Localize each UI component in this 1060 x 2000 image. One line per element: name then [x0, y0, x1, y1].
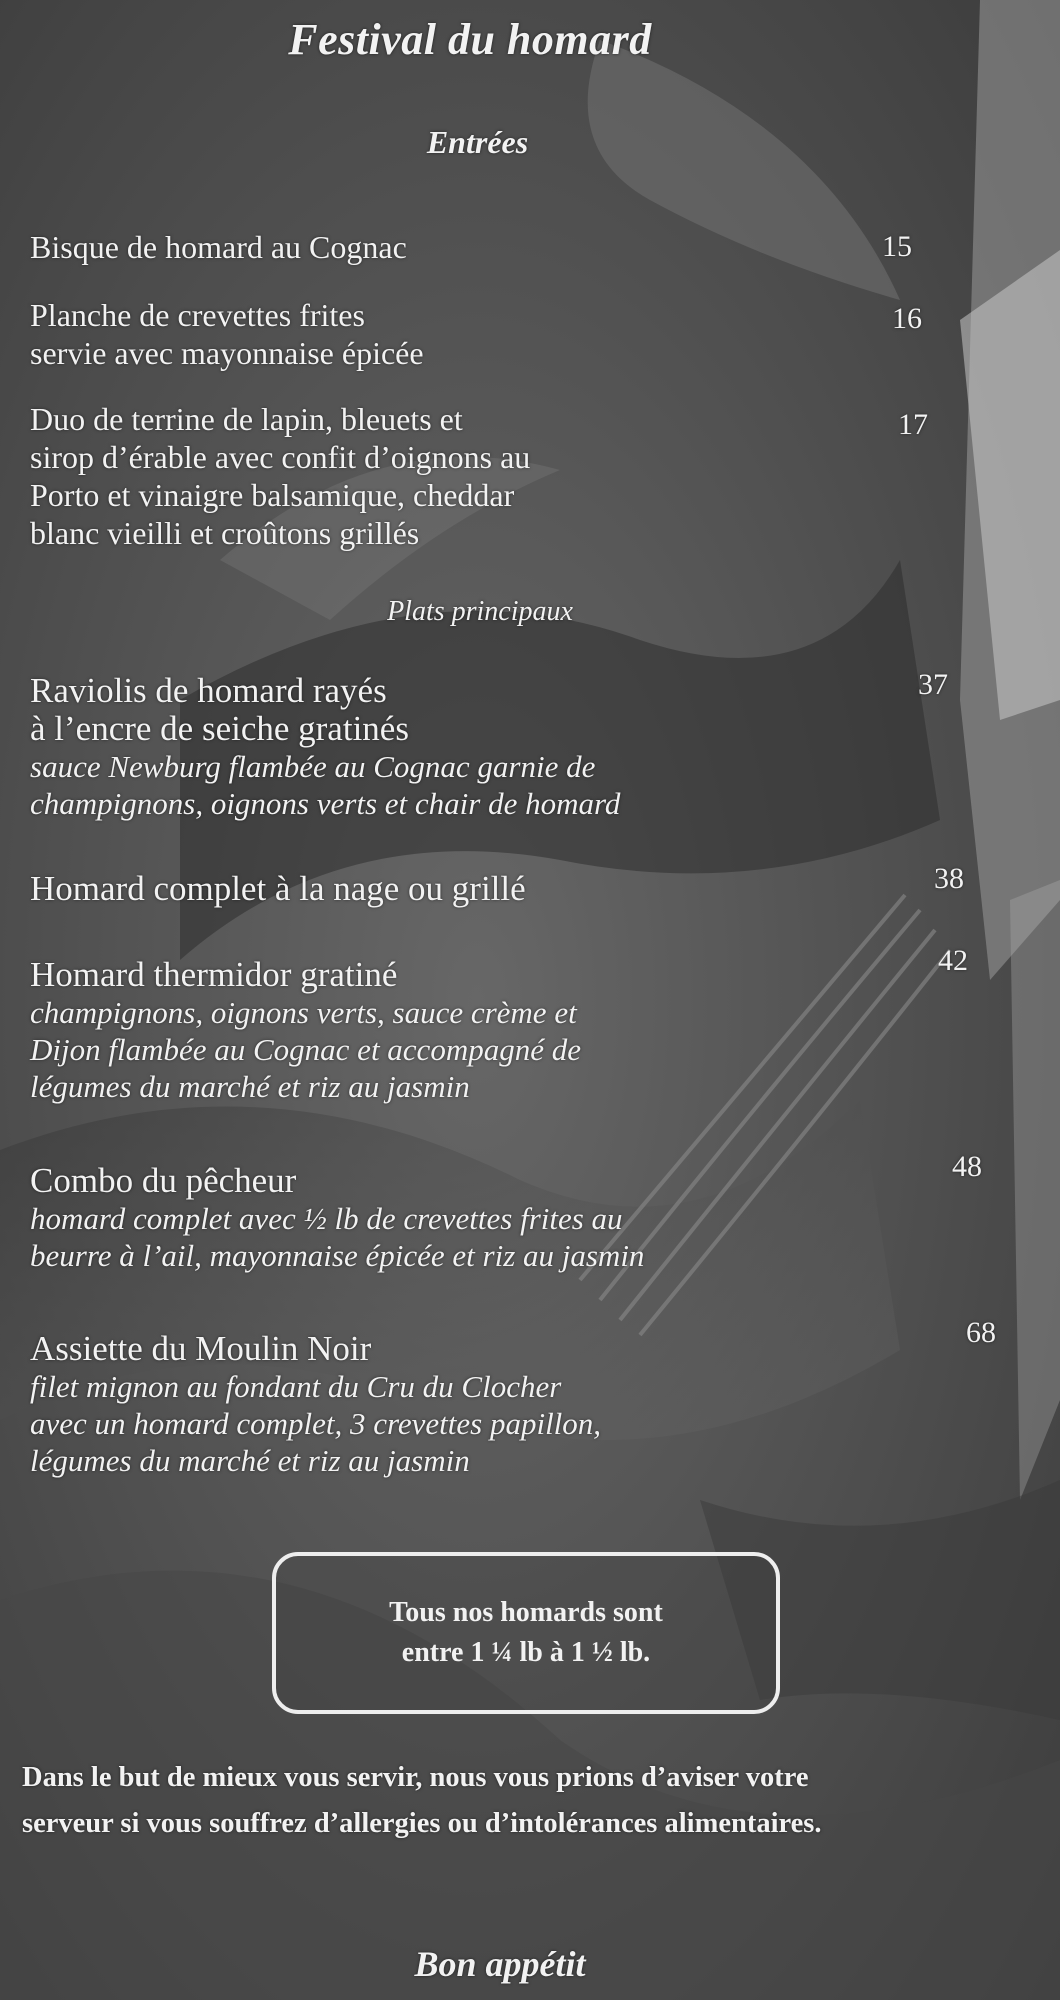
- item-name-line: Duo de terrine de lapin, bleuets et: [30, 401, 463, 437]
- item-description-line: champignons, oignons verts, sauce crème et: [30, 995, 577, 1030]
- menu-item: [30, 1330, 880, 1479]
- item-name-line: Combo du pêcheur: [30, 1161, 297, 1200]
- item-description-line: filet mignon au fondant du Cru du Clocher: [30, 1369, 562, 1404]
- menu-item: [30, 672, 880, 822]
- menu-item: [30, 956, 880, 1105]
- item-description-line: légumes du marché et riz au jasmin: [30, 1443, 470, 1478]
- item-price: 48: [952, 1150, 982, 1183]
- item-description-line: beurre à l’ail, mayonnaise épicée et riz au jasmin: [30, 1238, 645, 1273]
- item-description-line: avec un homard complet, 3 crevettes papillon,: [30, 1406, 602, 1441]
- item-name-line: Assiette du Moulin Noir: [30, 1329, 372, 1368]
- item-description-line: homard complet avec ½ lb de crevettes frites au: [30, 1201, 623, 1236]
- item-price: 37: [918, 668, 948, 701]
- item-price: 68: [966, 1316, 996, 1349]
- item-name-line: Planche de crevettes frites: [30, 297, 365, 333]
- item-description-line: sauce Newburg flambée au Cognac garnie de: [30, 749, 596, 784]
- item-price: 42: [938, 944, 968, 977]
- item-price: 15: [882, 230, 912, 263]
- lobster-size-notice: [272, 1552, 780, 1714]
- notice-line: Tous nos homards sont: [389, 1597, 663, 1628]
- item-name-line: à l’encre de seiche gratinés: [30, 709, 409, 748]
- menu-item: [30, 1162, 880, 1274]
- item-name-line: blanc vieilli et croûtons grillés: [30, 515, 420, 551]
- item-description-line: légumes du marché et riz au jasmin: [30, 1069, 470, 1104]
- menu-item: [30, 228, 880, 266]
- section-heading-entrees: Entrées: [426, 124, 529, 160]
- item-name-line: servie avec mayonnaise épicée: [30, 335, 424, 371]
- closing-text: Bon appétit: [414, 1944, 586, 1984]
- item-price: 16: [892, 302, 922, 335]
- menu-item: [30, 400, 880, 552]
- menu-title: Festival du homard: [288, 15, 652, 64]
- item-price: 17: [898, 408, 928, 441]
- allergy-line: Dans le but de mieux vous servir, nous vous prions d’aviser votre: [22, 1762, 809, 1793]
- item-name-line: Raviolis de homard rayés: [30, 671, 387, 710]
- item-name-line: Bisque de homard au Cognac: [30, 229, 407, 265]
- item-name-line: Homard complet à la nage ou grillé: [30, 869, 526, 908]
- item-description-line: champignons, oignons verts et chair de homard: [30, 786, 621, 821]
- item-name-line: Porto et vinaigre balsamique, cheddar: [30, 477, 515, 513]
- item-description-line: Dijon flambée au Cognac et accompagné de: [30, 1032, 581, 1067]
- allergy-notice: [22, 1755, 1052, 1847]
- allergy-line: serveur si vous souffrez d’allergies ou d’intolérances alimentaires.: [22, 1808, 822, 1839]
- menu-item: [30, 870, 880, 908]
- notice-line: entre 1 ¼ lb à 1 ½ lb.: [401, 1637, 651, 1668]
- menu-item: [30, 296, 880, 372]
- section-heading-plats-principaux: Plats principaux: [387, 596, 573, 627]
- item-name-line: Homard thermidor gratiné: [30, 955, 398, 994]
- item-price: 38: [934, 862, 964, 895]
- item-name-line: sirop d’érable avec confit d’oignons au: [30, 439, 531, 475]
